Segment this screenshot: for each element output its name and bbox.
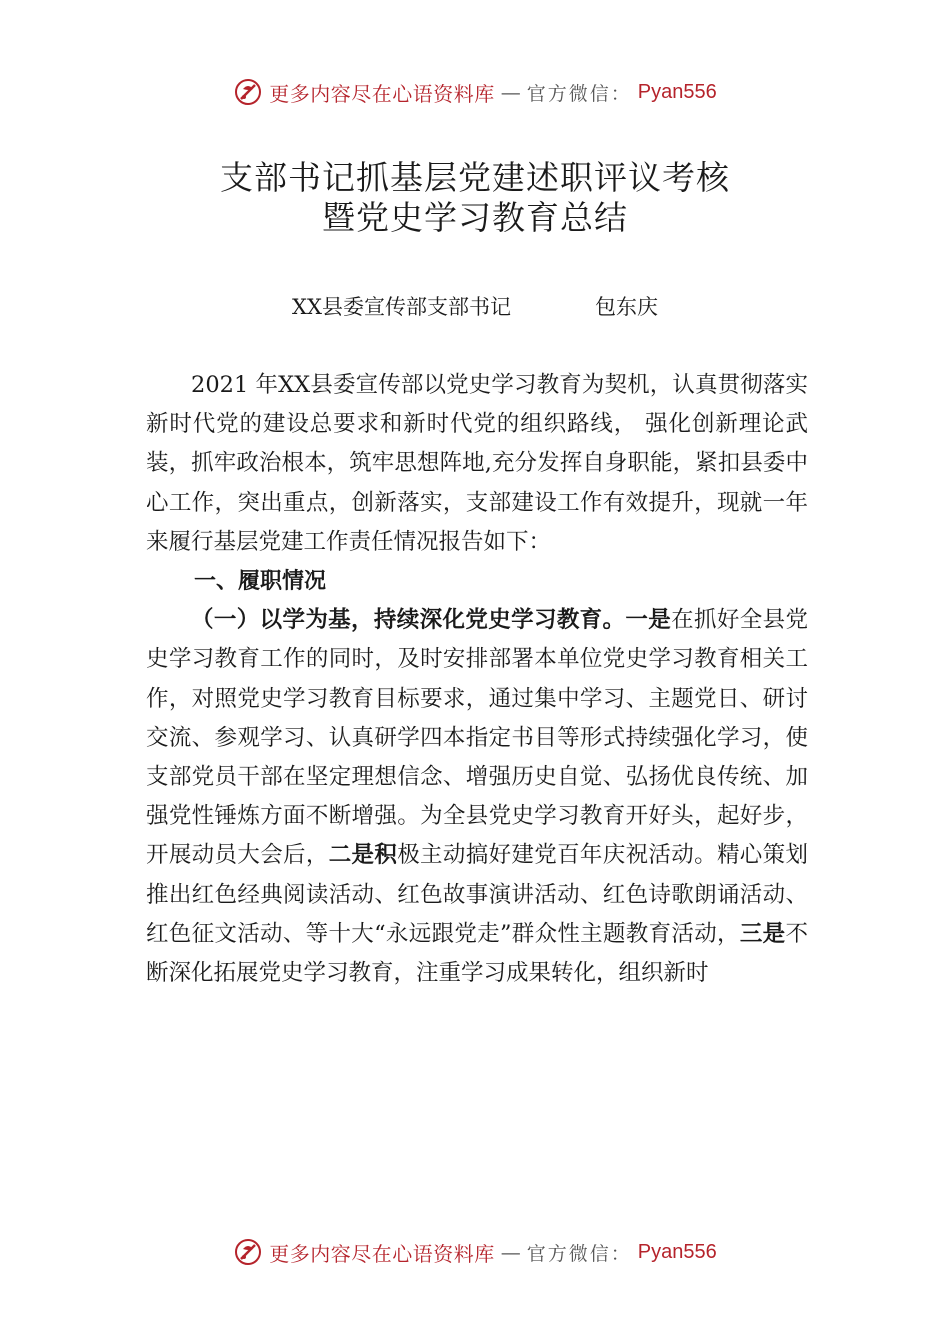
point-2-text: 极主动搞好建党百年庆祝活动。精心策划推出红色经典阅读活动、红色故事演讲活动、红色诗歌朗诵活动、红色征文活动、等十大“永远跟党走”群众性主题教育活动， xyxy=(146,842,808,947)
watermark-separator: — xyxy=(500,1240,521,1264)
author-org: XX县委宣传部支部书记 xyxy=(292,295,511,319)
watermark-footer xyxy=(0,1234,950,1270)
subsection-paragraph xyxy=(146,601,808,993)
watermark-header xyxy=(0,74,950,110)
document-title xyxy=(0,158,950,238)
point-1-text: 在抓好全县党史学习教育工作的同时，及时安排部署本单位党史学习教育相关工作，对照党史学习教育目标要求，通过集中学习、主题党日、研讨交流、参观学习、认真研学四本指定书目等形式持续强化学习，使支部党员干部在坚定理想信念、增强历史自觉、弘扬优良传统、加强党性锤炼方面不断增强。为全县党史学习教育开好头，起好步，开展动员大会后， xyxy=(146,607,808,869)
title-line-2: 暨党史学习教育总结 xyxy=(322,198,628,237)
point-3-label: 三是 xyxy=(739,920,786,947)
watermark-text: 更多内容尽在心语资料库 xyxy=(269,1241,495,1266)
watermark-separator: — xyxy=(500,80,521,104)
point-3-text: 不断深化拓展党史学习教育，注重学习成果转化，组织新时 xyxy=(146,920,808,987)
watermark-wechat-id: Pyan556 xyxy=(637,80,717,103)
subsection-heading: （一）以学为基，持续深化党史学习教育。 xyxy=(191,607,626,634)
section-heading: 一、履职情况 xyxy=(194,569,327,595)
watermark-wechat-label: 官方微信： xyxy=(526,1242,632,1265)
intro-paragraph: 2021 年XX县委宣传部以党史学习教育为契机，认真贯彻落实新时代党的建设总要求和新时代党的组织路线， 强化创新理论武装，抓牢政治根本，筑牢思想阵地,充分发挥自身职能，紧扣县委中心工作，突出重点，创新落实，支部建设工作有效提升，现就一年来履行基层党建工作责任情况报告如下： xyxy=(146,372,808,555)
author-byline xyxy=(0,292,950,322)
watermark-wechat-label: 官方微信： xyxy=(526,82,632,105)
brand-logo-icon xyxy=(233,77,263,107)
watermark-text: 更多内容尽在心语资料库 xyxy=(269,81,495,106)
brand-logo-icon xyxy=(233,1237,263,1267)
watermark-wechat-id: Pyan556 xyxy=(637,1240,717,1263)
point-2-label: 二是积 xyxy=(328,842,398,869)
point-1-label: 一是 xyxy=(625,607,672,634)
author-name: 包东庆 xyxy=(594,295,658,319)
title-line-1: 支部书记抓基层党建述职评议考核 xyxy=(220,158,730,197)
document-body xyxy=(146,366,808,993)
